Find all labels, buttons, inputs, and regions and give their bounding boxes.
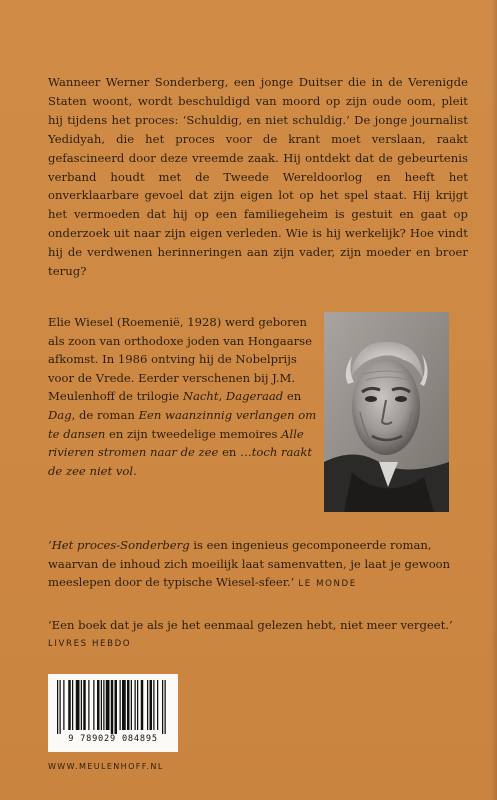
title-dag: Dag	[48, 407, 72, 422]
title-waanzinnig-verlangen: Een waanzinnig verlangen om te dansen	[48, 407, 317, 441]
review-quote-le-monde	[48, 536, 478, 594]
barcode-bars	[57, 680, 169, 734]
title-toch-raakt: …toch raakt de zee niet vol.	[48, 445, 313, 478]
publisher-website: WWW.MEULENHOFF.NL	[48, 762, 164, 771]
isbn-number: 9 789029 084895	[68, 734, 158, 744]
quote-mark: ‘	[48, 538, 52, 552]
quote-book-title: Het proces-Sonderberg	[51, 538, 190, 552]
title-alle-rivieren: Alle rivieren stromen naar de zee	[48, 426, 304, 460]
quote-source: LE MONDE	[298, 579, 357, 590]
synopsis-paragraph: Wanneer Werner Sonderberg, een jonge Duitser die in de Verenigde Staten woont, wordt beschuldigd van moord op zijn oude oom, pleit hij tijdens het proces: ‘Schuldig, en niet schuldig.’ De jonge journalist Yedidyah, die het proces voor de krant moet verslaan, raakt gefascineerd door deze vreemde zaak. Hij ontdekt dat de gebeurtenis verband houdt met de Tweede Wereldoorlog en heeft het onverklaarbare gevoel dat zijn eigen lot op het spel staat. Hij krijgt het vermoeden dat hij op een familiegeheim is gestuit en gaat op onderzoek uit naar zijn eigen verleden. Wie is hij werkelijk? Hoe vindt hij de verdwenen herinneringen aan zijn vader, zijn moeder en broer terug?	[48, 75, 468, 279]
bio-separator: en	[218, 445, 241, 460]
bio-separator: en zijn tweedelige memoires	[105, 426, 282, 441]
bio-separator: , de roman	[71, 407, 139, 422]
author-biography	[48, 313, 318, 480]
review-quote-livres-hebdo	[48, 616, 478, 653]
quote-text: ‘Een boek dat je als je het eenmaal gelezen hebt, niet meer vergeet.’	[48, 618, 453, 632]
quote-source: LIVRES HEBDO	[48, 638, 132, 649]
isbn-barcode	[48, 674, 178, 752]
bio-separator: en	[283, 389, 302, 404]
author-photo	[324, 312, 449, 512]
bio-intro: Elie Wiesel (Roemenië, 1928) werd geboren als zoon van orthodoxe joden van Hongaarse afkomst. In 1986 ontving hij de Nobelprijs voor de Vrede. Eerder verschenen bij J.M. Meulenhoff de trilogie	[48, 315, 312, 404]
title-dageraad: Dageraad	[225, 389, 284, 404]
bio-separator: ,	[218, 389, 226, 404]
quote-text: is een ingenieus gecomponeerde roman, waarvan de inhoud zich moeilijk laat samenvatten, je laat je gewoon meeslepen door de typische Wiesel-sfeer.’	[48, 538, 451, 590]
title-nacht: Nacht	[182, 389, 219, 404]
